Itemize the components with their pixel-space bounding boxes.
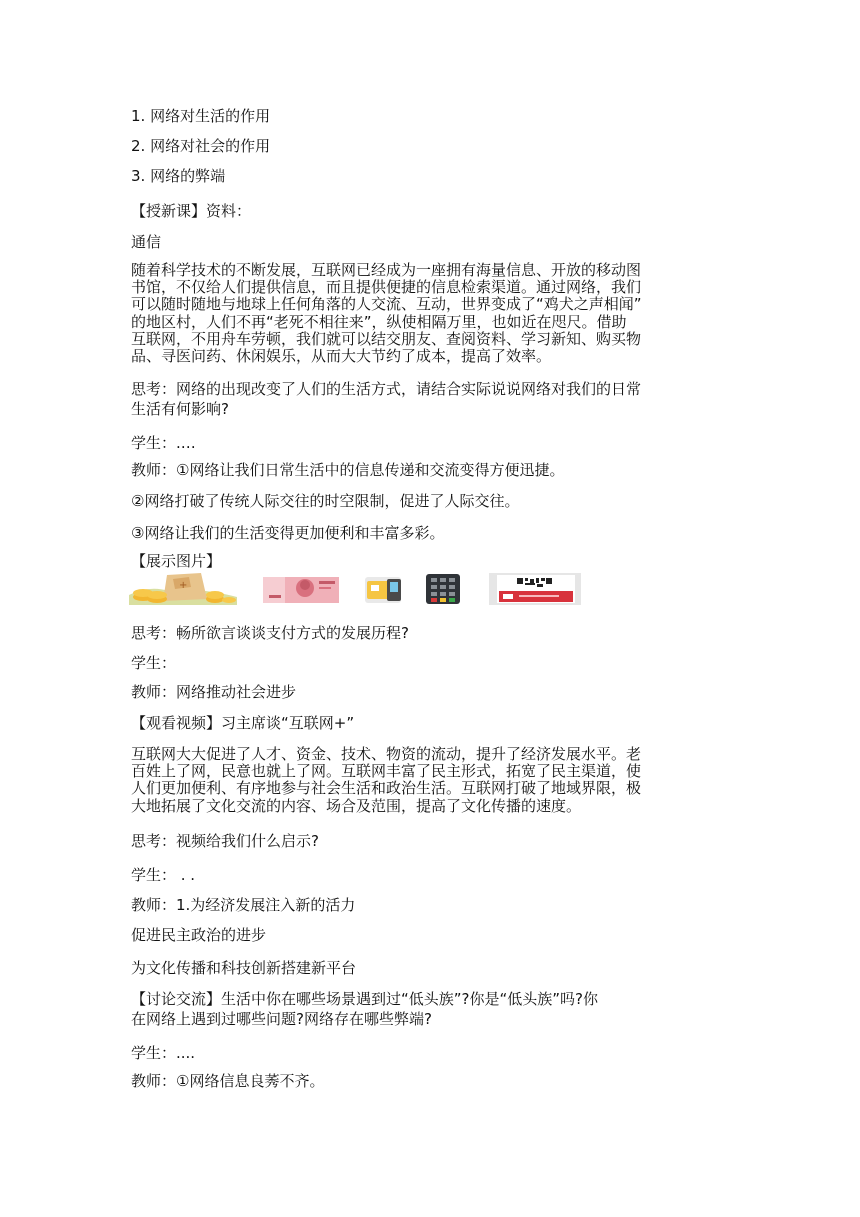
teacher-point-2: ②网络打破了传统人际交往的时空限制，促进了人际交往。 <box>131 492 520 510</box>
svg-text:+: + <box>179 580 188 591</box>
student-answer-2: 学生： <box>131 654 177 672</box>
outline-item-3: 3. 网络的弊端 <box>131 167 226 185</box>
rmb-banknote-image <box>261 573 341 605</box>
qr-code-payment-image <box>489 573 581 605</box>
teacher-point-3: ③网络让我们的生活变得更加便利和丰富多彩。 <box>131 524 445 542</box>
discussion-paragraph <box>131 989 731 1029</box>
teacher-answer-2: 教师：网络推动社会进步 <box>131 683 297 701</box>
teacher-point-3-2: 促进民主政治的进步 <box>131 926 267 944</box>
teacher-point-1: 教师：①网络让我们日常生活中的信息传递和交流变得方便迅捷。 <box>131 461 565 479</box>
material-line: 的地区村，人们不再“老死不相往来”，纵使相隔万里，也如近在咫尺。借助 <box>131 312 627 331</box>
teacher-answer-4: 教师：①网络信息良莠不齐。 <box>131 1072 325 1090</box>
video-line: 互联网大大促进了人才、资金、技术、物资的流动，提升了经济发展水平。老 <box>131 745 642 763</box>
pictures-heading: 【展示图片】 <box>131 552 222 570</box>
discussion-line: 在网络上遇到过哪些问题?网络存在哪些弊端? <box>131 1010 432 1028</box>
student-answer-3: 学生： . . <box>131 866 196 884</box>
new-lesson-heading: 【授新课】资料： <box>131 202 252 220</box>
card-swipe-image <box>361 573 405 605</box>
outline-item-1: 1. 网络对生活的作用 <box>131 107 271 125</box>
coins-money-bag-image <box>129 573 237 605</box>
discussion-line: 【讨论交流】生活中你在哪些场景遇到过“低头族”?你是“低头族”吗?你 <box>131 990 599 1008</box>
material-line: 互联网，不用舟车劳顿，我们就可以结交朋友、查阅资料、学习新知、购买物 <box>131 329 642 348</box>
video-line: 百姓上了网，民意也就上了网。互联网丰富了民主形式，拓宽了民主渠道，使 <box>131 762 642 781</box>
material-title: 通信 <box>131 233 162 251</box>
pos-keypad-image <box>422 573 464 605</box>
think-question-3: 思考：视频给我们什么启示? <box>131 832 319 850</box>
outline-item-2: 2. 网络对社会的作用 <box>131 137 271 155</box>
think-question-1 <box>131 379 731 419</box>
video-paragraph <box>131 746 731 815</box>
material-line: 书馆，不仅给人们提供信息，而且提供便捷的信息检索渠道。通过网络，我们 <box>131 278 642 297</box>
material-line: 可以随时随地与地球上任何角落的人交流、互动，世界变成了“鸡犬之声相闻” <box>131 295 642 314</box>
video-heading: 【观看视频】习主席谈“互联网+” <box>131 714 355 732</box>
teacher-point-3-1: 教师：1.为经济发展注入新的活力 <box>131 896 356 914</box>
think-question-2: 思考：畅所欲言谈谈支付方式的发展历程? <box>131 624 409 642</box>
material-paragraph <box>131 262 731 365</box>
teacher-point-3-3: 为文化传播和科技创新搭建新平台 <box>131 959 357 977</box>
think-line: 生活有何影响? <box>131 400 229 418</box>
student-answer-4: 学生：.... <box>131 1044 196 1062</box>
video-line: 人们更加便利、有序地参与社会生活和政治生活。互联网打破了地域界限，极 <box>131 779 642 798</box>
material-line: 品、寻医问药、休闲娱乐，从而大大节约了成本，提高了效率。 <box>131 347 552 366</box>
material-line: 随着科学技术的不断发展，互联网已经成为一座拥有海量信息、开放的移动图 <box>131 261 642 279</box>
think-line: 思考：网络的出现改变了人们的生活方式，请结合实际说说网络对我们的日常 <box>131 380 642 398</box>
video-line: 大地拓展了文化交流的内容、场合及范围，提高了文化传播的速度。 <box>131 796 582 815</box>
student-answer-1: 学生：.… <box>131 434 196 452</box>
